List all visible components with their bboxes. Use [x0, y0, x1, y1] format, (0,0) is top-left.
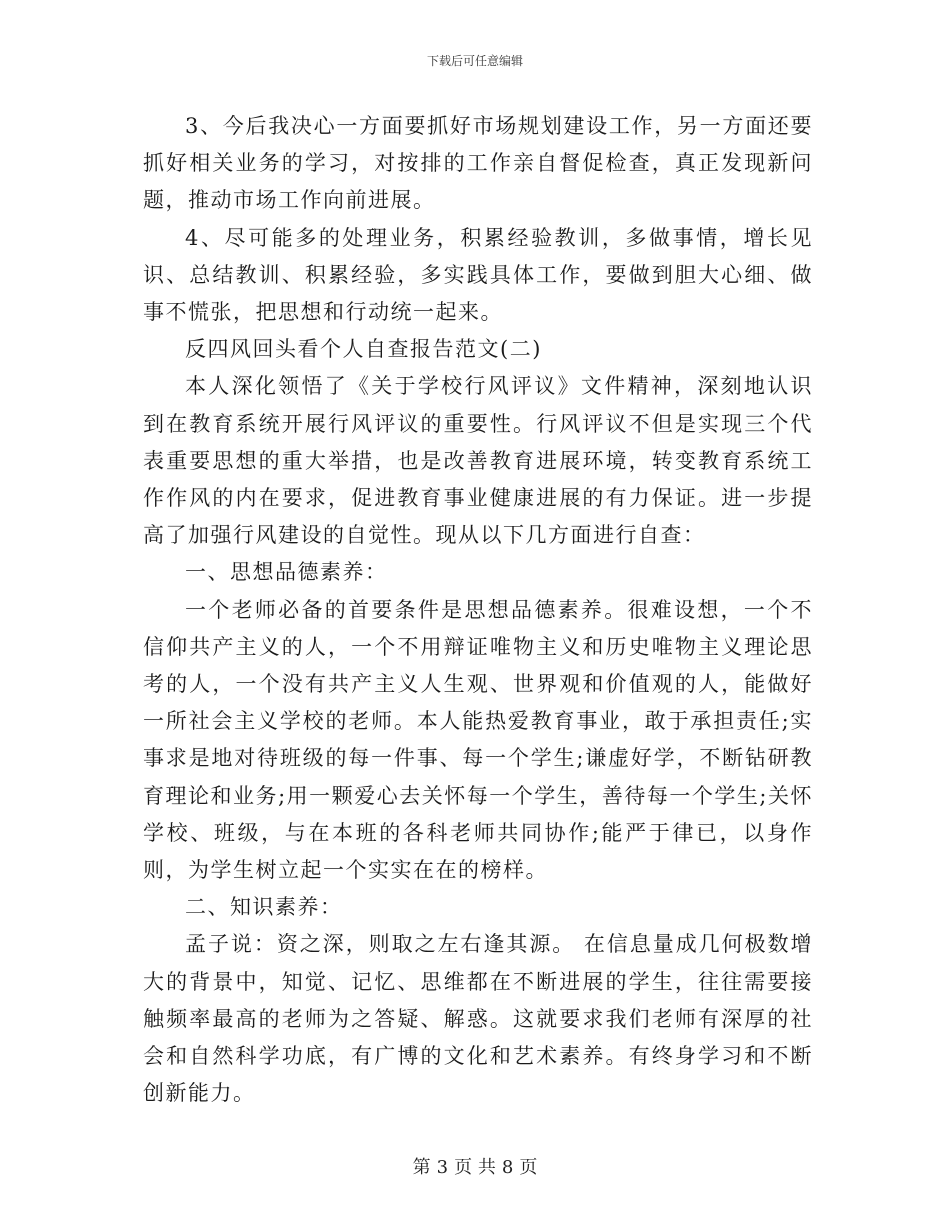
knowledge-quality-paragraph: 孟子说：资之深，则取之左右逢其源。 在信息量成几何极数增大的背景中，知觉、记忆、思维都在不断进展的学生，往往需要接触频率最高的老师为之答疑、解惑。这就要求我们老师有深厚的社会和自然科学功底，有广博的文化和艺术素养。有终身学习和不断创新能力。 [143, 932, 813, 1106]
heading-knowledge-quality: 二、知识素养： [185, 895, 343, 920]
page-footer [0, 1153, 950, 1179]
document-body [143, 108, 813, 1112]
heading-moral-quality: 一、思想品德素养： [185, 560, 388, 585]
page-number-mid: 页 共 [454, 1157, 496, 1178]
section-title: 反四风回头看个人自查报告范文(二) [185, 337, 542, 362]
page-number-suffix: 页 [519, 1157, 538, 1178]
moral-quality-paragraph: 一个老师必备的首要条件是思想品德素养。很难设想，一个不信仰共产主义的人，一个不用辩证唯物主义和历史唯物主义理论思考的人，一个没有共产主义人生观、世界观和价值观的人，能做好一所社会主义学校的老师。本人能热爱教育事业，敢于承担责任;实事求是地对待班级的每一件事、每一个学生;谦虚好学，不断钻研教育理论和业务;用一颗爱心去关怀每一个学生，善待每一个学生;关怀学校、班级，与在本班的各科老师共同协作;能严于律已，以身作则，为学生树立起一个实实在在的榜样。 [143, 597, 813, 883]
intro-paragraph: 本人深化领悟了《关于学校行风评议》文件精神，深刻地认识到在教育系统开展行风评议的重要性。行风评议不但是实现三个代表重要思想的重大举措，也是改善教育进展环境，转变教育系统工作作风的内在要求，促进教育事业健康进展的有力保证。进一步提高了加强行风建设的自觉性。现从以下几方面进行自查： [143, 374, 813, 548]
total-pages-number: 8 [501, 1157, 514, 1178]
current-page-number: 3 [436, 1157, 449, 1178]
page-header: 下载后可任意编辑 [426, 54, 523, 68]
paragraph-item-3: 3、今后我决心一方面要抓好市场规划建设工作，另一方面还要抓好相关业务的学习，对按排的工作亲自督促检查，真正发现新问题，推动市场工作向前进展。 [143, 114, 813, 213]
paragraph-item-4: 4、尽可能多的处理业务，积累经验教训，多做事情，增长见识、总结教训、积累经验，多实践具体工作，要做到胆大心细、做事不慌张，把思想和行动统一起来。 [143, 225, 813, 325]
page-number-prefix: 第 [412, 1157, 431, 1178]
